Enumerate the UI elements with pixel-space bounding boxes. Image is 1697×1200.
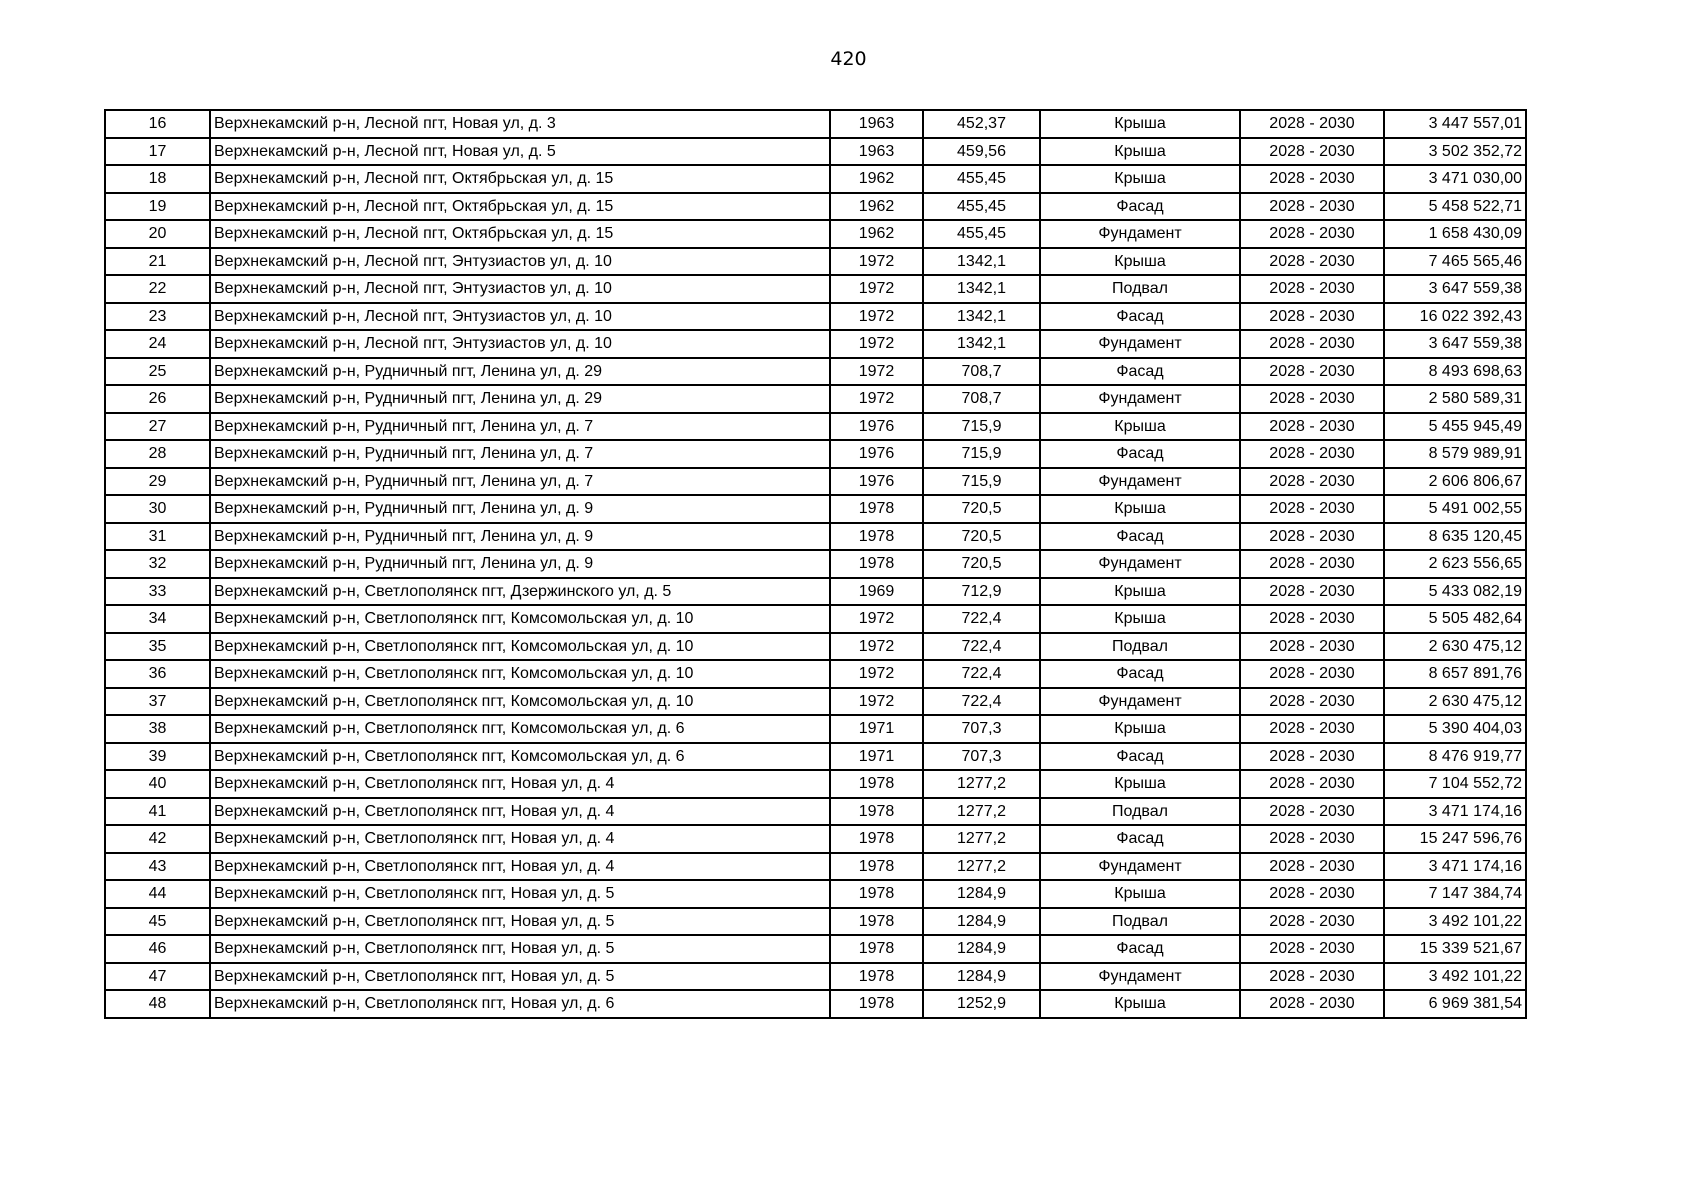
cost-cell: 3 647 559,38 [1384, 330, 1526, 358]
work-type-cell: Подвал [1040, 633, 1240, 661]
period-cell: 2028 - 2030 [1240, 935, 1384, 963]
year-built-cell: 1962 [830, 165, 923, 193]
area-cell: 1342,1 [923, 248, 1040, 276]
row-number-cell: 48 [105, 990, 210, 1018]
period-cell: 2028 - 2030 [1240, 413, 1384, 441]
address-cell: Верхнекамский р-н, Лесной пгт, Новая ул, д. 5 [210, 138, 830, 166]
table-row [105, 770, 1526, 798]
period-cell: 2028 - 2030 [1240, 220, 1384, 248]
cost-cell: 5 390 404,03 [1384, 715, 1526, 743]
row-number-cell: 29 [105, 468, 210, 496]
year-built-cell: 1978 [830, 880, 923, 908]
area-cell: 1277,2 [923, 770, 1040, 798]
period-cell: 2028 - 2030 [1240, 633, 1384, 661]
table-row [105, 825, 1526, 853]
work-type-cell: Фундамент [1040, 963, 1240, 991]
area-cell: 1342,1 [923, 275, 1040, 303]
cost-cell: 8 493 698,63 [1384, 358, 1526, 386]
address-cell: Верхнекамский р-н, Светлополянск пгт, Новая ул, д. 4 [210, 825, 830, 853]
table-row [105, 468, 1526, 496]
row-number-cell: 46 [105, 935, 210, 963]
address-cell: Верхнекамский р-н, Рудничный пгт, Ленина ул, д. 29 [210, 358, 830, 386]
work-type-cell: Крыша [1040, 578, 1240, 606]
cost-cell: 7 104 552,72 [1384, 770, 1526, 798]
cost-cell: 2 623 556,65 [1384, 550, 1526, 578]
year-built-cell: 1978 [830, 770, 923, 798]
year-built-cell: 1971 [830, 743, 923, 771]
year-built-cell: 1972 [830, 633, 923, 661]
work-type-cell: Фундамент [1040, 688, 1240, 716]
work-type-cell: Фундамент [1040, 853, 1240, 881]
area-cell: 455,45 [923, 193, 1040, 221]
year-built-cell: 1972 [830, 358, 923, 386]
work-type-cell: Крыша [1040, 770, 1240, 798]
year-built-cell: 1978 [830, 908, 923, 936]
cost-cell: 7 465 565,46 [1384, 248, 1526, 276]
cost-cell: 8 579 989,91 [1384, 440, 1526, 468]
period-cell: 2028 - 2030 [1240, 743, 1384, 771]
address-cell: Верхнекамский р-н, Рудничный пгт, Ленина ул, д. 7 [210, 440, 830, 468]
table-row [105, 880, 1526, 908]
address-cell: Верхнекамский р-н, Лесной пгт, Энтузиастов ул, д. 10 [210, 303, 830, 331]
work-type-cell: Фасад [1040, 825, 1240, 853]
year-built-cell: 1963 [830, 110, 923, 138]
cost-cell: 1 658 430,09 [1384, 220, 1526, 248]
table-row [105, 303, 1526, 331]
address-cell: Верхнекамский р-н, Лесной пгт, Энтузиастов ул, д. 10 [210, 275, 830, 303]
area-cell: 720,5 [923, 495, 1040, 523]
area-cell: 715,9 [923, 468, 1040, 496]
year-built-cell: 1978 [830, 963, 923, 991]
period-cell: 2028 - 2030 [1240, 495, 1384, 523]
area-cell: 1284,9 [923, 880, 1040, 908]
period-cell: 2028 - 2030 [1240, 605, 1384, 633]
row-number-cell: 23 [105, 303, 210, 331]
table-body [105, 110, 1526, 1018]
period-cell: 2028 - 2030 [1240, 385, 1384, 413]
year-built-cell: 1972 [830, 385, 923, 413]
row-number-cell: 25 [105, 358, 210, 386]
address-cell: Верхнекамский р-н, Светлополянск пгт, Новая ул, д. 4 [210, 853, 830, 881]
work-type-cell: Фасад [1040, 660, 1240, 688]
address-cell: Верхнекамский р-н, Светлополянск пгт, Новая ул, д. 4 [210, 770, 830, 798]
table-row [105, 743, 1526, 771]
work-type-cell: Крыша [1040, 165, 1240, 193]
address-cell: Верхнекамский р-н, Лесной пгт, Новая ул, д. 3 [210, 110, 830, 138]
address-cell: Верхнекамский р-н, Лесной пгт, Энтузиастов ул, д. 10 [210, 330, 830, 358]
year-built-cell: 1978 [830, 798, 923, 826]
address-cell: Верхнекамский р-н, Лесной пгт, Октябрьская ул, д. 15 [210, 220, 830, 248]
work-type-cell: Фундамент [1040, 550, 1240, 578]
table-row [105, 495, 1526, 523]
area-cell: 1284,9 [923, 908, 1040, 936]
row-number-cell: 41 [105, 798, 210, 826]
area-cell: 1252,9 [923, 990, 1040, 1018]
address-cell: Верхнекамский р-н, Светлополянск пгт, Новая ул, д. 6 [210, 990, 830, 1018]
address-cell: Верхнекамский р-н, Светлополянск пгт, Новая ул, д. 5 [210, 963, 830, 991]
work-type-cell: Фасад [1040, 440, 1240, 468]
year-built-cell: 1978 [830, 853, 923, 881]
row-number-cell: 47 [105, 963, 210, 991]
address-cell: Верхнекамский р-н, Светлополянск пгт, Новая ул, д. 4 [210, 798, 830, 826]
work-type-cell: Крыша [1040, 495, 1240, 523]
area-cell: 452,37 [923, 110, 1040, 138]
period-cell: 2028 - 2030 [1240, 990, 1384, 1018]
period-cell: 2028 - 2030 [1240, 275, 1384, 303]
address-cell: Верхнекамский р-н, Светлополянск пгт, Новая ул, д. 5 [210, 935, 830, 963]
area-cell: 708,7 [923, 385, 1040, 413]
row-number-cell: 38 [105, 715, 210, 743]
area-cell: 459,56 [923, 138, 1040, 166]
address-cell: Верхнекамский р-н, Рудничный пгт, Ленина ул, д. 7 [210, 468, 830, 496]
address-cell: Верхнекамский р-н, Рудничный пгт, Ленина ул, д. 9 [210, 550, 830, 578]
row-number-cell: 45 [105, 908, 210, 936]
page-number: 420 [830, 48, 867, 70]
cost-cell: 2 580 589,31 [1384, 385, 1526, 413]
table-row [105, 935, 1526, 963]
row-number-cell: 30 [105, 495, 210, 523]
table-row [105, 385, 1526, 413]
area-cell: 715,9 [923, 413, 1040, 441]
area-cell: 1277,2 [923, 825, 1040, 853]
address-cell: Верхнекамский р-н, Светлополянск пгт, Комсомольская ул, д. 10 [210, 605, 830, 633]
address-cell: Верхнекамский р-н, Лесной пгт, Октябрьская ул, д. 15 [210, 193, 830, 221]
address-cell: Верхнекамский р-н, Светлополянск пгт, Комсомольская ул, д. 6 [210, 743, 830, 771]
period-cell: 2028 - 2030 [1240, 963, 1384, 991]
work-type-cell: Фасад [1040, 358, 1240, 386]
work-type-cell: Фундамент [1040, 220, 1240, 248]
work-type-cell: Крыша [1040, 138, 1240, 166]
address-cell: Верхнекамский р-н, Светлополянск пгт, Дзержинского ул, д. 5 [210, 578, 830, 606]
table-row [105, 220, 1526, 248]
table-row [105, 660, 1526, 688]
address-cell: Верхнекамский р-н, Светлополянск пгт, Комсомольская ул, д. 6 [210, 715, 830, 743]
address-cell: Верхнекамский р-н, Лесной пгт, Октябрьская ул, д. 15 [210, 165, 830, 193]
period-cell: 2028 - 2030 [1240, 660, 1384, 688]
period-cell: 2028 - 2030 [1240, 825, 1384, 853]
work-type-cell: Крыша [1040, 715, 1240, 743]
address-cell: Верхнекамский р-н, Лесной пгт, Энтузиастов ул, д. 10 [210, 248, 830, 276]
address-cell: Верхнекамский р-н, Светлополянск пгт, Комсомольская ул, д. 10 [210, 660, 830, 688]
cost-cell: 5 458 522,71 [1384, 193, 1526, 221]
period-cell: 2028 - 2030 [1240, 110, 1384, 138]
row-number-cell: 31 [105, 523, 210, 551]
row-number-cell: 36 [105, 660, 210, 688]
work-type-cell: Крыша [1040, 605, 1240, 633]
period-cell: 2028 - 2030 [1240, 770, 1384, 798]
table-row [105, 578, 1526, 606]
cost-cell: 3 471 174,16 [1384, 798, 1526, 826]
address-cell: Верхнекамский р-н, Рудничный пгт, Ленина ул, д. 9 [210, 523, 830, 551]
period-cell: 2028 - 2030 [1240, 798, 1384, 826]
area-cell: 707,3 [923, 743, 1040, 771]
table-row [105, 275, 1526, 303]
table-row [105, 908, 1526, 936]
cost-cell: 3 492 101,22 [1384, 908, 1526, 936]
row-number-cell: 19 [105, 193, 210, 221]
area-cell: 722,4 [923, 688, 1040, 716]
table-row [105, 358, 1526, 386]
year-built-cell: 1976 [830, 440, 923, 468]
period-cell: 2028 - 2030 [1240, 303, 1384, 331]
year-built-cell: 1971 [830, 715, 923, 743]
cost-cell: 8 476 919,77 [1384, 743, 1526, 771]
table-row [105, 330, 1526, 358]
work-type-cell: Подвал [1040, 275, 1240, 303]
area-cell: 1342,1 [923, 330, 1040, 358]
period-cell: 2028 - 2030 [1240, 523, 1384, 551]
work-type-cell: Фасад [1040, 303, 1240, 331]
area-cell: 1284,9 [923, 963, 1040, 991]
cost-cell: 2 630 475,12 [1384, 633, 1526, 661]
year-built-cell: 1972 [830, 248, 923, 276]
address-cell: Верхнекамский р-н, Рудничный пгт, Ленина ул, д. 9 [210, 495, 830, 523]
year-built-cell: 1972 [830, 660, 923, 688]
area-cell: 1284,9 [923, 935, 1040, 963]
area-cell: 455,45 [923, 220, 1040, 248]
year-built-cell: 1976 [830, 413, 923, 441]
area-cell: 722,4 [923, 660, 1040, 688]
row-number-cell: 39 [105, 743, 210, 771]
cost-cell: 3 447 557,01 [1384, 110, 1526, 138]
year-built-cell: 1978 [830, 495, 923, 523]
cost-cell: 6 969 381,54 [1384, 990, 1526, 1018]
cost-cell: 16 022 392,43 [1384, 303, 1526, 331]
period-cell: 2028 - 2030 [1240, 880, 1384, 908]
table-row [105, 138, 1526, 166]
row-number-cell: 22 [105, 275, 210, 303]
row-number-cell: 37 [105, 688, 210, 716]
work-type-cell: Подвал [1040, 798, 1240, 826]
row-number-cell: 40 [105, 770, 210, 798]
area-cell: 1342,1 [923, 303, 1040, 331]
row-number-cell: 32 [105, 550, 210, 578]
work-type-cell: Фасад [1040, 523, 1240, 551]
period-cell: 2028 - 2030 [1240, 688, 1384, 716]
table-row [105, 963, 1526, 991]
row-number-cell: 33 [105, 578, 210, 606]
cost-cell: 5 505 482,64 [1384, 605, 1526, 633]
row-number-cell: 42 [105, 825, 210, 853]
period-cell: 2028 - 2030 [1240, 715, 1384, 743]
period-cell: 2028 - 2030 [1240, 578, 1384, 606]
area-cell: 1277,2 [923, 798, 1040, 826]
cost-cell: 3 492 101,22 [1384, 963, 1526, 991]
area-cell: 722,4 [923, 605, 1040, 633]
table-row [105, 853, 1526, 881]
address-cell: Верхнекамский р-н, Рудничный пгт, Ленина ул, д. 29 [210, 385, 830, 413]
table-row [105, 798, 1526, 826]
year-built-cell: 1963 [830, 138, 923, 166]
cost-cell: 3 647 559,38 [1384, 275, 1526, 303]
table-row [105, 248, 1526, 276]
row-number-cell: 44 [105, 880, 210, 908]
address-cell: Верхнекамский р-н, Светлополянск пгт, Новая ул, д. 5 [210, 908, 830, 936]
work-type-cell: Крыша [1040, 413, 1240, 441]
period-cell: 2028 - 2030 [1240, 358, 1384, 386]
row-number-cell: 27 [105, 413, 210, 441]
year-built-cell: 1972 [830, 303, 923, 331]
cost-cell: 5 455 945,49 [1384, 413, 1526, 441]
work-type-cell: Фасад [1040, 743, 1240, 771]
year-built-cell: 1972 [830, 605, 923, 633]
cost-cell: 8 657 891,76 [1384, 660, 1526, 688]
area-cell: 712,9 [923, 578, 1040, 606]
cost-cell: 2 630 475,12 [1384, 688, 1526, 716]
year-built-cell: 1972 [830, 330, 923, 358]
address-cell: Верхнекамский р-н, Светлополянск пгт, Комсомольская ул, д. 10 [210, 633, 830, 661]
year-built-cell: 1978 [830, 990, 923, 1018]
table-row [105, 523, 1526, 551]
year-built-cell: 1962 [830, 220, 923, 248]
row-number-cell: 18 [105, 165, 210, 193]
area-cell: 715,9 [923, 440, 1040, 468]
period-cell: 2028 - 2030 [1240, 550, 1384, 578]
cost-cell: 2 606 806,67 [1384, 468, 1526, 496]
row-number-cell: 43 [105, 853, 210, 881]
table-row [105, 688, 1526, 716]
work-type-cell: Фундамент [1040, 468, 1240, 496]
area-cell: 720,5 [923, 550, 1040, 578]
cost-cell: 3 471 030,00 [1384, 165, 1526, 193]
year-built-cell: 1972 [830, 275, 923, 303]
row-number-cell: 17 [105, 138, 210, 166]
row-number-cell: 35 [105, 633, 210, 661]
period-cell: 2028 - 2030 [1240, 138, 1384, 166]
period-cell: 2028 - 2030 [1240, 330, 1384, 358]
period-cell: 2028 - 2030 [1240, 440, 1384, 468]
area-cell: 1277,2 [923, 853, 1040, 881]
table-row [105, 440, 1526, 468]
work-type-cell: Фундамент [1040, 330, 1240, 358]
area-cell: 722,4 [923, 633, 1040, 661]
cost-cell: 15 339 521,67 [1384, 935, 1526, 963]
area-cell: 708,7 [923, 358, 1040, 386]
table-row [105, 413, 1526, 441]
period-cell: 2028 - 2030 [1240, 853, 1384, 881]
year-built-cell: 1978 [830, 550, 923, 578]
year-built-cell: 1978 [830, 935, 923, 963]
work-type-cell: Фундамент [1040, 385, 1240, 413]
table-row [105, 110, 1526, 138]
work-type-cell: Фасад [1040, 935, 1240, 963]
year-built-cell: 1969 [830, 578, 923, 606]
period-cell: 2028 - 2030 [1240, 165, 1384, 193]
cost-cell: 15 247 596,76 [1384, 825, 1526, 853]
period-cell: 2028 - 2030 [1240, 468, 1384, 496]
table-row [105, 165, 1526, 193]
table-row [105, 715, 1526, 743]
area-cell: 707,3 [923, 715, 1040, 743]
work-type-cell: Фасад [1040, 193, 1240, 221]
repair-schedule-table [104, 109, 1527, 1019]
year-built-cell: 1976 [830, 468, 923, 496]
work-type-cell: Крыша [1040, 990, 1240, 1018]
cost-cell: 5 491 002,55 [1384, 495, 1526, 523]
row-number-cell: 20 [105, 220, 210, 248]
table-row [105, 633, 1526, 661]
year-built-cell: 1978 [830, 825, 923, 853]
row-number-cell: 28 [105, 440, 210, 468]
area-cell: 720,5 [923, 523, 1040, 551]
table-row [105, 605, 1526, 633]
row-number-cell: 21 [105, 248, 210, 276]
cost-cell: 3 471 174,16 [1384, 853, 1526, 881]
period-cell: 2028 - 2030 [1240, 248, 1384, 276]
period-cell: 2028 - 2030 [1240, 193, 1384, 221]
period-cell: 2028 - 2030 [1240, 908, 1384, 936]
cost-cell: 7 147 384,74 [1384, 880, 1526, 908]
cost-cell: 8 635 120,45 [1384, 523, 1526, 551]
table-row [105, 550, 1526, 578]
address-cell: Верхнекамский р-н, Светлополянск пгт, Комсомольская ул, д. 10 [210, 688, 830, 716]
year-built-cell: 1978 [830, 523, 923, 551]
work-type-cell: Крыша [1040, 110, 1240, 138]
table-row [105, 990, 1526, 1018]
address-cell: Верхнекамский р-н, Светлополянск пгт, Новая ул, д. 5 [210, 880, 830, 908]
work-type-cell: Крыша [1040, 880, 1240, 908]
row-number-cell: 24 [105, 330, 210, 358]
work-type-cell: Крыша [1040, 248, 1240, 276]
cost-cell: 5 433 082,19 [1384, 578, 1526, 606]
row-number-cell: 26 [105, 385, 210, 413]
row-number-cell: 34 [105, 605, 210, 633]
row-number-cell: 16 [105, 110, 210, 138]
cost-cell: 3 502 352,72 [1384, 138, 1526, 166]
address-cell: Верхнекамский р-н, Рудничный пгт, Ленина ул, д. 7 [210, 413, 830, 441]
work-type-cell: Подвал [1040, 908, 1240, 936]
table-row [105, 193, 1526, 221]
year-built-cell: 1972 [830, 688, 923, 716]
year-built-cell: 1962 [830, 193, 923, 221]
area-cell: 455,45 [923, 165, 1040, 193]
